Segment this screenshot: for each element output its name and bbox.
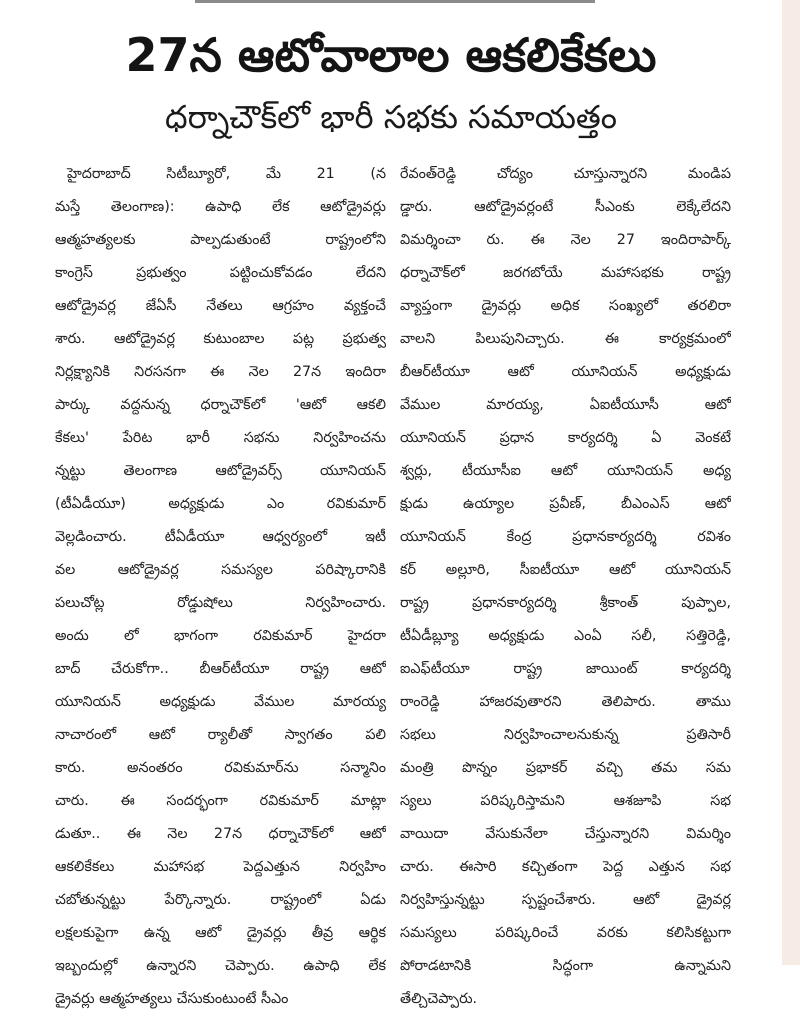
article-line: చారు. ఈసారి కచ్చితంగా పెద్ద ఎత్తున సభ	[400, 859, 731, 875]
article-line: ధర్నాచౌక్‌లో జరగబోయే మహాసభకు రాష్ట్ర	[400, 265, 731, 281]
article-line: చారు. ఈ సందర్భంగా రవికుమార్‌ మాట్లా	[55, 793, 386, 809]
article-column-right	[400, 158, 731, 1016]
article-line: బీఆర్‌టీయూ ఆటో యూనియన్‌ అధ్యక్షుడు	[400, 364, 731, 380]
article-line: వల ఆటోడ్రైవర్ల సమస్యల పరిష్కారానికి	[55, 562, 386, 578]
article-line: యూనియన్‌ కేంద్ర ప్రధానకార్యదర్శి రవిశం	[400, 529, 731, 545]
article-line: స్యలు పరిష్కరిస్తామని ఆశజూపి సభ	[400, 793, 731, 809]
article-column-left	[55, 158, 386, 1016]
article-line: ఆత్మహత్యలకు పాల్పడుతుంటే రాష్ట్రంలోని	[55, 232, 386, 248]
article-line: సమస్యలు పరిష్కరించే వరకు కలిసికట్టుగా	[400, 925, 731, 941]
article-line: రాష్ట్ర ప్రధానకార్యదర్శి శ్రీకాంత్‌ పుప్పాల,	[400, 595, 731, 611]
article-body	[55, 158, 761, 1007]
article-line: మంత్రి పొన్నం ప్రభాకర్‌ వచ్చి తమ సమ	[400, 760, 731, 776]
article-subheadline: ధర్నాచౌక్‌లో భారీ సభకు సమాయత్తం	[164, 98, 618, 136]
article-line: క్షుడు ఉయ్యాల ప్రవీణ్‌, బీఎంఎస్‌ ఆటో	[400, 496, 731, 512]
article-line: సభలు నిర్వహించాలనుకున్న ప్రతిసారీ	[400, 727, 731, 743]
article-line: డ్రైవర్లు ఆత్మహత్యలు చేసుకుంటుంటే సీఎం	[55, 991, 289, 1007]
article-line: నిర్లక్ష్యానికి నిరసనగా ఈ నెల 27న ఇందిరా	[55, 364, 386, 380]
article-line: డ్డారు. ఆటోడ్రైవర్లంటే సీఎంకు లెక్కేలేదని	[400, 199, 731, 215]
article-line: శారు. ఆటోడ్రైవర్ల కుటుంబాల పట్ల ప్రభుత్వ	[55, 331, 386, 347]
article-line: నాచారంలో ఆటో ర్యాలీతో స్వాగతం పలి	[55, 727, 386, 743]
article-line: వేముల మారయ్య, ఏఐటీయూసీ ఆటో	[400, 397, 731, 413]
page-edge-strip	[782, 0, 800, 965]
article-line: (టీఏడీయూ) అధ్యక్షుడు ఎం రవికుమార్‌	[55, 496, 386, 512]
article-line: వెల్లడించారు. టీఏడీయూ ఆధ్వర్యంలో ఇటీ	[55, 529, 386, 545]
article-line: యూనియన్‌ ప్రధాన కార్యదర్శి ఏ వెంకటే	[400, 430, 731, 446]
top-divider	[195, 0, 595, 3]
article-line: ఆటోడ్రైవర్ల జేఏసీ నేతలు ఆగ్రహం వ్యక్తంచే	[55, 298, 386, 314]
article-line: వాయిదా వేసుకునేలా చేస్తున్నారని విమర్శిం	[400, 826, 731, 842]
article-line: కేకలు' పేరిట భారీ సభను నిర్వహించను	[55, 430, 386, 446]
article-line: తేల్చిచెప్పారు.	[400, 991, 478, 1007]
article-headline: 27న ఆటోవాలాల ఆకలికేకలు	[125, 28, 657, 82]
article-line: కాంగ్రెస్‌ ప్రభుత్వం పట్టించుకోవడం లేదని	[55, 265, 386, 281]
article-line: పలుచోట్ల రోడ్డుషోలు నిర్వహించారు.	[55, 595, 386, 611]
article-line: పోరాడటానికి సిద్ధంగా ఉన్నామని	[400, 958, 731, 974]
article-line: వ్యాప్తంగా డ్రైవర్లు అధిక సంఖ్యలో తరలిరా	[400, 298, 731, 314]
article-line: ఆకలికేకలు మహాసభ పెద్దఎత్తున నిర్వహిం	[55, 859, 386, 875]
article-line: విమర్శించా రు. ఈ నెల 27 ఇందిరాపార్క్‌	[400, 232, 731, 248]
article-line: మస్తే తెలంగాణ): ఉపాధి లేక ఆటోడ్రైవర్లు	[55, 199, 386, 215]
article-line: నిర్వహిస్తున్నట్టు స్పష్టంచేశారు. ఆటో డ్రైవర్ల	[400, 892, 731, 908]
article-line: ఐఎఫ్‌టీయూ రాష్ట్ర జాయింట్‌ కార్యదర్శి	[400, 661, 731, 677]
article-line: ఇబ్బందుల్లో ఉన్నారని చెప్పారు. ఉపాధి లేక	[55, 958, 386, 974]
article-line: వాలని పిలుపునిచ్చారు. ఈ కార్యక్రమంలో	[400, 331, 731, 347]
article-line: శ్వర్లు, టీయూసీఐ ఆటో యూనియన్‌ అధ్య	[400, 463, 731, 479]
article-line: హైదరాబాద్‌ సిటీబ్యూరో, మే 21 (న	[67, 166, 386, 182]
article-line: రేవంత్‌రెడ్డి చోద్యం చూస్తున్నారని మండిప	[400, 166, 731, 182]
article-line: లక్షలకుపైగా ఉన్న ఆటో డ్రైవర్లు తీవ్ర ఆర్థిక	[55, 925, 386, 941]
article-line: చబోతున్నట్టు పేర్కొన్నారు. రాష్ట్రంలో ఏడు	[55, 892, 386, 908]
article-line: అందు లో భాగంగా రవికుమార్‌ హైదరా	[55, 628, 386, 644]
article-line: కారు. అనంతరం రవికుమార్‌ను సన్మానిం	[55, 760, 386, 776]
article-line: టీఏడీబ్ల్యూ అధ్యక్షుడు ఎంఏ సలీ, సత్తిరెడ్డి,	[400, 628, 731, 644]
article-line: పార్కు వద్దనున్న ధర్నాచౌక్‌లో 'ఆటో ఆకలి	[55, 397, 386, 413]
article-line: బాద్‌ చేరుకోగా.. బీఆర్‌టీయూ రాష్ట్ర ఆటో	[55, 661, 386, 677]
article-line: డుతూ.. ఈ నెల 27న ధర్నాచౌక్‌లో ఆటో	[55, 826, 386, 842]
article-line: యూనియన్‌ అధ్యక్షుడు వేముల మారయ్య	[55, 694, 386, 710]
article-line: న్నట్టు తెలంగాణ ఆటోడ్రైవర్స్‌ యూనియన్‌	[55, 463, 386, 479]
article-line: కర్‌ అల్లూరి, సీఐటీయూ ఆటో యూనియన్‌	[400, 562, 731, 578]
article-line: రాంరెడ్డి హాజరవుతారని తెలిపారు. తాము	[400, 694, 731, 710]
